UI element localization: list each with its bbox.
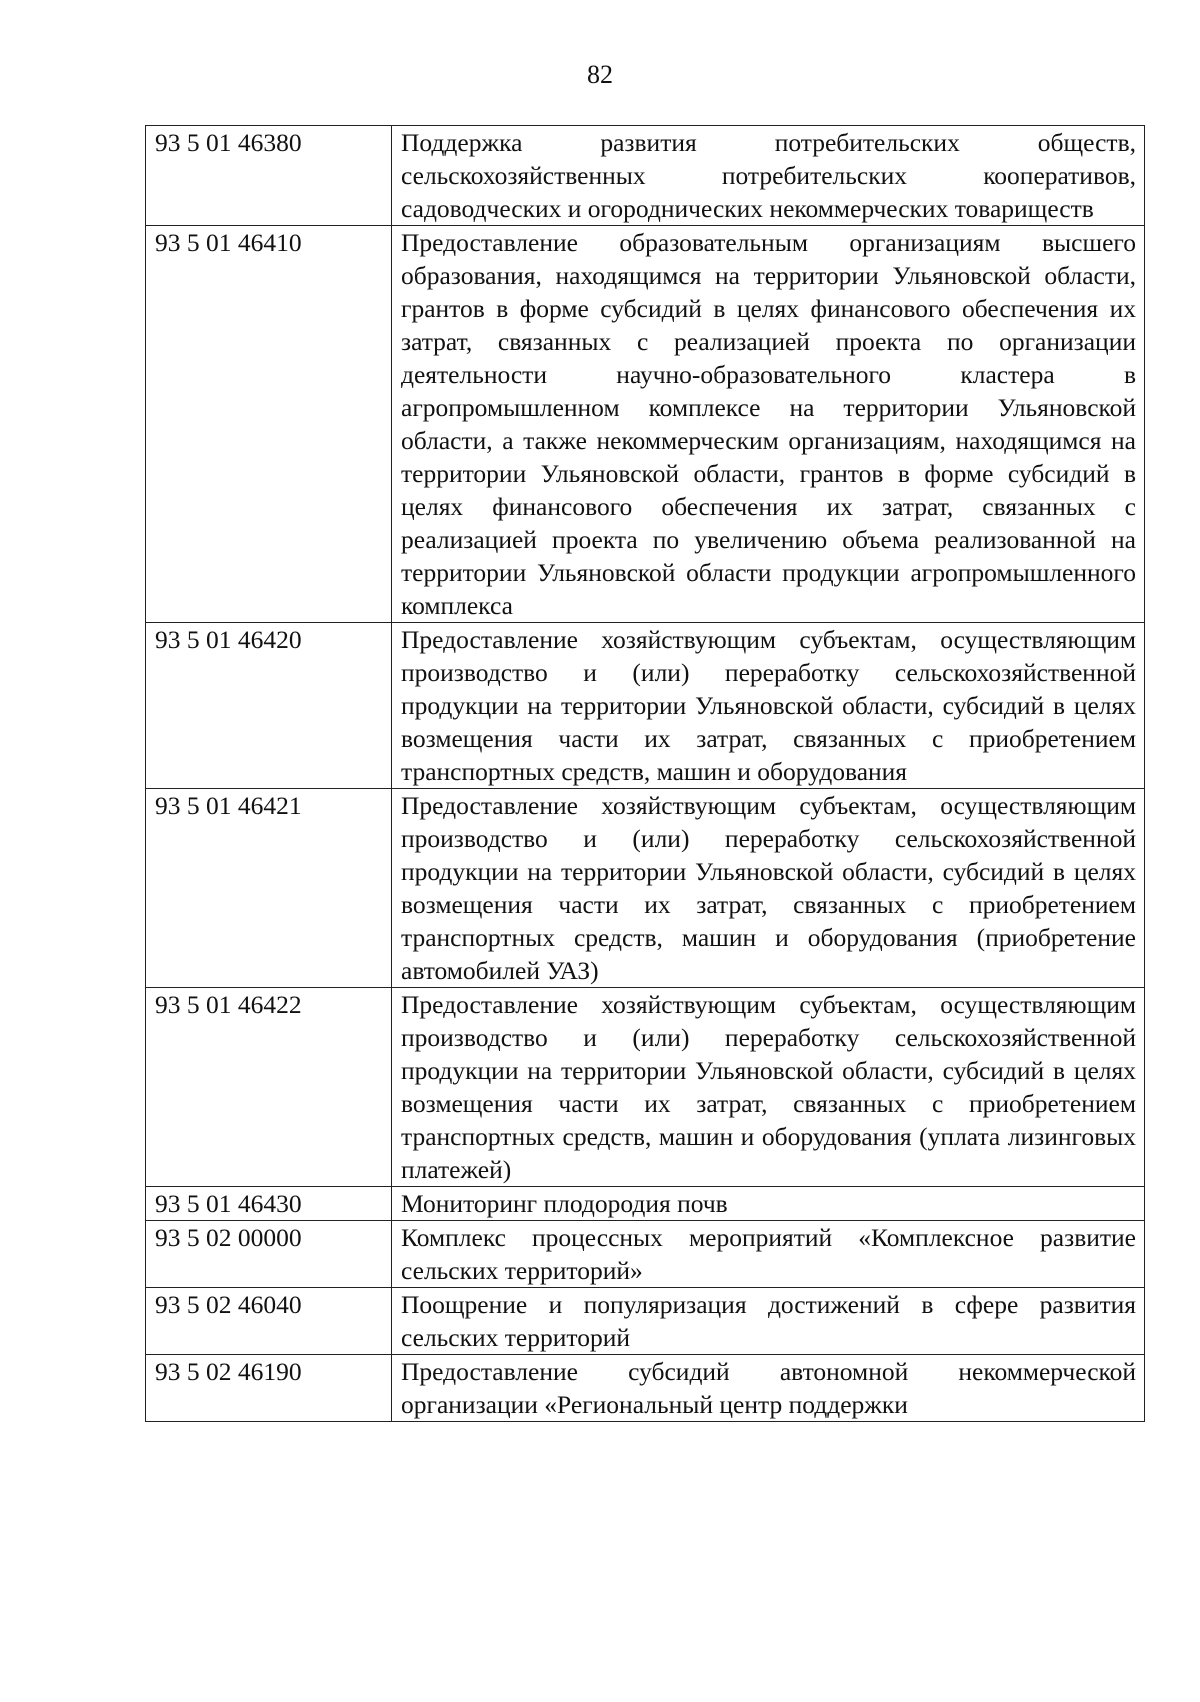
- description-cell: Поддержка развития потребительских обществ, сельскохозяйственных потребительских кооперативов, садоводческих и огороднических некоммерческих товариществ: [392, 126, 1145, 226]
- description-cell: Комплекс процессных мероприятий «Комплексное развитие сельских территорий»: [392, 1221, 1145, 1288]
- budget-code-table: [145, 125, 1145, 1422]
- table-row: [146, 988, 1145, 1187]
- table-row: [146, 1355, 1145, 1422]
- description-cell: Предоставление хозяйствующим субъектам, осуществляющим производство и (или) переработку сельскохозяйственной продукции на территории Ульяновской области, субсидий в целях возмещения части их затрат, связанных с приобретением транспортных средств, машин и оборудования (приобретение автомобилей УАЗ): [392, 789, 1145, 988]
- code-cell: 93 5 01 46422: [146, 988, 392, 1187]
- code-cell: 93 5 01 46410: [146, 226, 392, 623]
- code-cell: 93 5 02 46040: [146, 1288, 392, 1355]
- description-cell: Предоставление хозяйствующим субъектам, осуществляющим производство и (или) переработку сельскохозяйственной продукции на территории Ульяновской области, субсидий в целях возмещения части их затрат, связанных с приобретением транспортных средств, машин и оборудования (уплата лизинговых платежей): [392, 988, 1145, 1187]
- code-cell: 93 5 01 46420: [146, 623, 392, 789]
- description-cell: Поощрение и популяризация достижений в сфере развития сельских территорий: [392, 1288, 1145, 1355]
- description-cell: Предоставление хозяйствующим субъектам, осуществляющим производство и (или) переработку сельскохозяйственной продукции на территории Ульяновской области, субсидий в целях возмещения части их затрат, связанных с приобретением транспортных средств, машин и оборудования: [392, 623, 1145, 789]
- table-row: [146, 789, 1145, 988]
- page-number: 82: [587, 60, 613, 89]
- code-cell: 93 5 01 46421: [146, 789, 392, 988]
- code-cell: 93 5 01 46380: [146, 126, 392, 226]
- description-cell: Предоставление образовательным организациям высшего образования, находящимся на территории Ульяновской области, грантов в форме субсидий в целях финансового обеспечения их затрат, связанных с реализацией проекта по организации деятельности научно-образовательного кластера в агропромышленном комплексе на территории Ульяновской области, а также некоммерческим организациям, находящимся на территории Ульяновской области, грантов в форме субсидий в целях финансового обеспечения их затрат, связанных с реализацией проекта по увеличению объема реализованной на территории Ульяновской области продукции агропромышленного комплекса: [392, 226, 1145, 623]
- table-row: [146, 126, 1145, 226]
- code-cell: 93 5 01 46430: [146, 1187, 392, 1221]
- code-cell: 93 5 02 00000: [146, 1221, 392, 1288]
- table-row: [146, 623, 1145, 789]
- table-row: [146, 1288, 1145, 1355]
- table-row: [146, 226, 1145, 623]
- table-row: [146, 1187, 1145, 1221]
- description-cell: Мониторинг плодородия почв: [392, 1187, 1145, 1221]
- description-cell: Предоставление субсидий автономной некоммерческой организации «Региональный центр поддержки: [392, 1355, 1145, 1422]
- code-cell: 93 5 02 46190: [146, 1355, 392, 1422]
- table-row: [146, 1221, 1145, 1288]
